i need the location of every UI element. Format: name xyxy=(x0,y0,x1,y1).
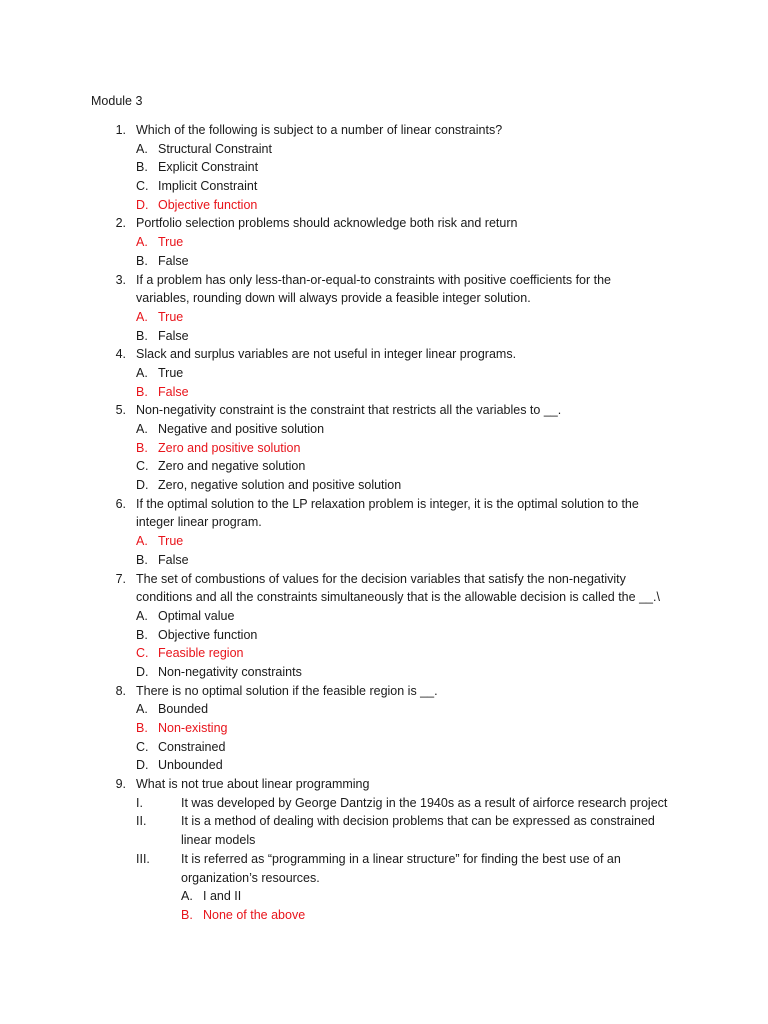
answer-option xyxy=(0,551,768,570)
question-line xyxy=(0,214,768,233)
option-letter: C. xyxy=(136,459,149,474)
option-letter: D. xyxy=(136,197,149,212)
statement-text: organization’s resources. xyxy=(181,870,320,885)
option-letter: A. xyxy=(136,702,148,717)
question-line xyxy=(0,588,768,607)
question-text: If a problem has only less-than-or-equal-to constraints with positive coefficients for the xyxy=(136,272,611,287)
option-text: Constrained xyxy=(158,739,226,754)
answer-option xyxy=(0,663,768,682)
option-text: Objective function xyxy=(158,627,258,642)
answer-option xyxy=(0,364,768,383)
statement-line xyxy=(0,831,768,850)
question-number: 6. xyxy=(115,496,126,511)
statement-line xyxy=(0,794,768,813)
answer-option xyxy=(0,439,768,458)
question-text: What is not true about linear programming xyxy=(136,777,370,792)
option-text: Unbounded xyxy=(158,758,223,773)
correct-answer-text: Objective function xyxy=(158,197,258,212)
option-letter: A. xyxy=(136,534,148,549)
correct-answer-text: True xyxy=(158,235,184,250)
answer-option xyxy=(0,738,768,757)
question-line xyxy=(0,121,768,140)
question-item xyxy=(0,682,768,775)
statement-text: It is a method of dealing with decision problems that can be expressed as constrained xyxy=(181,814,655,829)
option-text: False xyxy=(158,552,189,567)
option-letter: B. xyxy=(136,440,148,455)
option-text: Explicit Constraint xyxy=(158,160,259,175)
question-item xyxy=(0,214,768,270)
option-text: Implicit Constraint xyxy=(158,179,258,194)
question-list xyxy=(0,121,768,925)
statement-line xyxy=(0,850,768,869)
answer-option xyxy=(0,607,768,626)
answer-option xyxy=(0,719,768,738)
answer-option xyxy=(0,626,768,645)
answer-option xyxy=(0,476,768,495)
option-text: Bounded xyxy=(158,702,209,717)
option-letter: D. xyxy=(136,758,149,773)
statement-line xyxy=(0,812,768,831)
question-number: 7. xyxy=(115,571,126,586)
correct-answer-text: None of the above xyxy=(203,907,306,922)
option-letter: C. xyxy=(136,646,149,661)
question-number: 1. xyxy=(115,123,126,137)
question-line xyxy=(0,570,768,589)
question-text: Portfolio selection problems should acknowledge both risk and return xyxy=(136,216,518,231)
question-text: If the optimal solution to the LP relaxation problem is integer, it is the optimal solution to the xyxy=(136,496,639,511)
answer-option xyxy=(0,756,768,775)
option-letter: A. xyxy=(136,608,148,623)
question-text: integer linear program. xyxy=(136,515,262,530)
option-letter: A. xyxy=(136,365,148,380)
option-text: Zero and negative solution xyxy=(158,459,306,474)
question-text: There is no optimal solution if the feasible region is __. xyxy=(136,683,438,698)
correct-answer-text: Non-existing xyxy=(158,721,228,735)
statement-numeral: II. xyxy=(136,814,147,829)
option-letter: B. xyxy=(181,907,193,922)
answer-option xyxy=(0,383,768,402)
statement-line xyxy=(0,869,768,888)
option-letter: D. xyxy=(136,664,149,679)
option-text: False xyxy=(158,328,189,343)
option-letter: A. xyxy=(136,235,148,250)
answer-option xyxy=(0,233,768,252)
option-text: True xyxy=(158,365,184,380)
answer-option xyxy=(0,140,768,159)
question-line xyxy=(0,775,768,794)
answer-option xyxy=(0,532,768,551)
answer-option xyxy=(0,177,768,196)
answer-option xyxy=(0,252,768,271)
question-number: 8. xyxy=(115,683,126,698)
option-text: Negative and positive solution xyxy=(158,422,325,436)
option-letter: B. xyxy=(136,721,148,735)
question-number: 2. xyxy=(115,216,126,231)
correct-answer-text: True xyxy=(158,534,184,549)
question-text: Slack and surplus variables are not useful in integer linear programs. xyxy=(136,347,517,362)
statement-text: linear models xyxy=(181,833,256,848)
question-item xyxy=(0,121,768,214)
option-text: Optimal value xyxy=(158,608,235,623)
module-title: Module 3 xyxy=(91,94,143,108)
question-item xyxy=(0,495,768,570)
option-letter: C. xyxy=(136,179,149,194)
answer-option xyxy=(0,420,768,439)
option-text: Zero, negative solution and positive solution xyxy=(158,478,402,493)
question-text: The set of combustions of values for the decision variables that satisfy the non-negativity xyxy=(136,571,626,586)
question-line xyxy=(0,345,768,364)
answer-option xyxy=(0,906,768,925)
option-letter: D. xyxy=(136,478,149,493)
correct-answer-text: Feasible region xyxy=(158,646,244,661)
correct-answer-text: Zero and positive solution xyxy=(158,440,301,455)
question-number: 3. xyxy=(115,272,126,287)
option-letter: B. xyxy=(136,328,148,343)
question-text: Which of the following is subject to a number of linear constraints? xyxy=(136,123,503,137)
answer-option xyxy=(0,887,768,906)
option-letter: B. xyxy=(136,160,148,175)
statement-numeral: III. xyxy=(136,851,150,866)
option-letter: B. xyxy=(136,253,148,268)
question-item xyxy=(0,570,768,682)
question-text: conditions and all the constraints simultaneously that is the allowable decision is called the __.\ xyxy=(136,590,660,605)
question-line xyxy=(0,271,768,290)
option-letter: C. xyxy=(136,739,149,754)
option-text: Non-negativity constraints xyxy=(158,664,302,679)
question-number: 9. xyxy=(115,777,126,792)
answer-option xyxy=(0,308,768,327)
answer-option xyxy=(0,644,768,663)
statement-numeral: I. xyxy=(136,795,143,810)
option-text: False xyxy=(158,253,189,268)
question-text: variables, rounding down will always provide a feasible integer solution. xyxy=(136,291,531,306)
option-letter: A. xyxy=(181,889,193,904)
answer-option xyxy=(0,158,768,177)
option-letter: B. xyxy=(136,552,148,567)
answer-option xyxy=(0,457,768,476)
answer-option xyxy=(0,700,768,719)
correct-answer-text: True xyxy=(158,309,184,324)
option-text: I and II xyxy=(203,889,242,904)
question-item xyxy=(0,775,768,925)
option-letter: A. xyxy=(136,141,148,156)
question-line xyxy=(0,495,768,514)
option-letter: A. xyxy=(136,309,148,324)
option-text: Structural Constraint xyxy=(158,141,272,156)
option-letter: B. xyxy=(136,627,148,642)
question-item xyxy=(0,345,768,401)
correct-answer-text: False xyxy=(158,384,189,399)
question-line xyxy=(0,401,768,420)
answer-option xyxy=(0,196,768,215)
statement-text: It was developed by George Dantzig in the 1940s as a result of airforce research project xyxy=(181,795,668,810)
statement-text: It is referred as “programming in a linear structure” for finding the best use of an xyxy=(181,851,621,866)
question-item xyxy=(0,401,768,494)
question-text: Non-negativity constraint is the constraint that restricts all the variables to __. xyxy=(136,403,562,418)
question-item xyxy=(0,271,768,346)
question-line xyxy=(0,513,768,532)
question-line xyxy=(0,289,768,308)
question-number: 4. xyxy=(115,347,126,362)
question-number: 5. xyxy=(115,403,126,418)
option-letter: A. xyxy=(136,422,148,436)
answer-option xyxy=(0,327,768,346)
question-line xyxy=(0,682,768,701)
option-letter: B. xyxy=(136,384,148,399)
